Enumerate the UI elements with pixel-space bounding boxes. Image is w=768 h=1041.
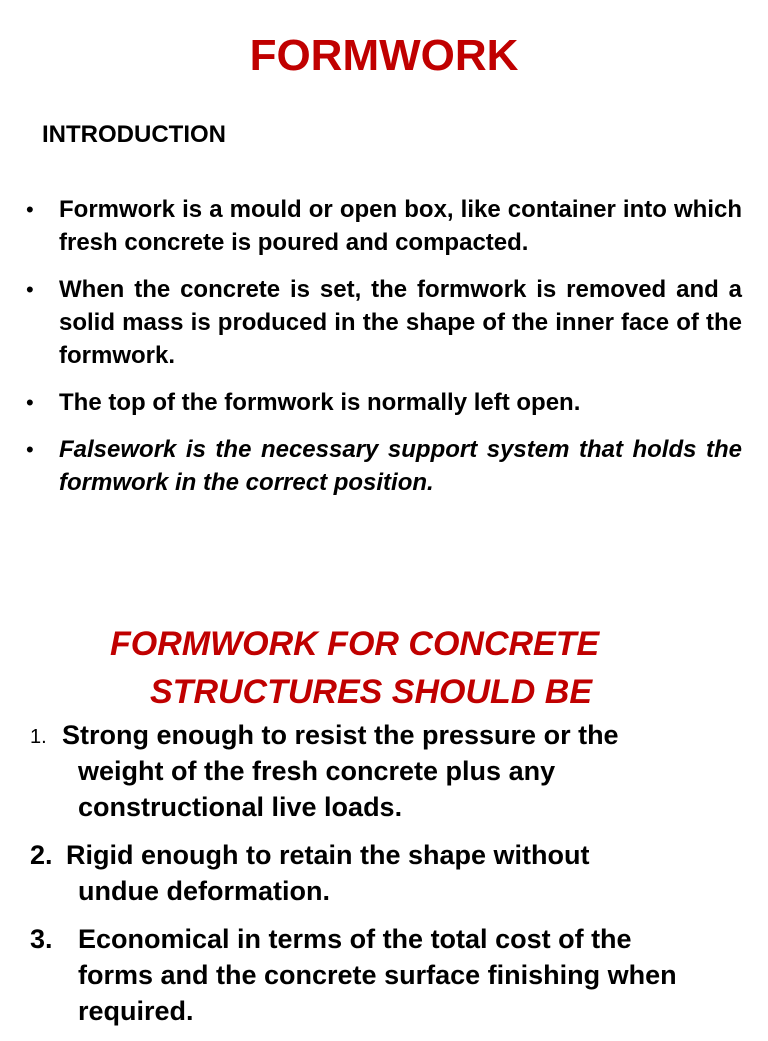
item-continuation: weight of the fresh concrete plus any constructional live loads. [78,756,556,822]
item-text: Economical in terms of the total cost of the forms and the concrete surface finishing when required. [78,924,677,1026]
item-continuation: undue deformation. [78,876,330,906]
section-title-line-1: FORMWORK FOR CONCRETE [110,625,600,663]
bullet-dot-icon: • [26,277,34,302]
bullet-item [22,386,742,419]
bullet-item [22,273,742,372]
numbered-item [30,921,710,1029]
bullet-text: Formwork is a mould or open box, like container into which fresh concrete is poured and compacted. [59,196,742,256]
page-title: FORMWORK [249,31,519,80]
section-title [110,620,730,716]
bullet-text-italic: Falsework is the necessary support system that holds the formwork in the correct position. [59,436,742,496]
bullet-dot-icon: • [26,390,34,415]
numbered-item [30,717,710,825]
numbered-item [30,837,710,909]
bullet-item [22,433,742,499]
item-first-line: Rigid enough to retain the shape without [66,840,590,870]
bullet-text: When the concrete is set, the formwork is removed and a solid mass is produced in the shape of the inner face of the formwork. [59,276,742,369]
item-number: 1. [30,726,47,748]
item-number: 3. [30,924,53,954]
item-number: 2. [30,840,53,870]
bullet-item [22,193,742,259]
bullet-dot-icon: • [26,197,34,222]
requirements-list [30,717,710,1041]
section-title-line-2: STRUCTURES SHOULD BE [150,673,593,711]
introduction-bullet-list [22,193,742,513]
bullet-text: The top of the formwork is normally left open. [59,389,581,416]
bullet-dot-icon: • [26,437,34,462]
introduction-heading: INTRODUCTION [42,121,226,148]
item-first-line: Strong enough to resist the pressure or the [62,720,619,750]
